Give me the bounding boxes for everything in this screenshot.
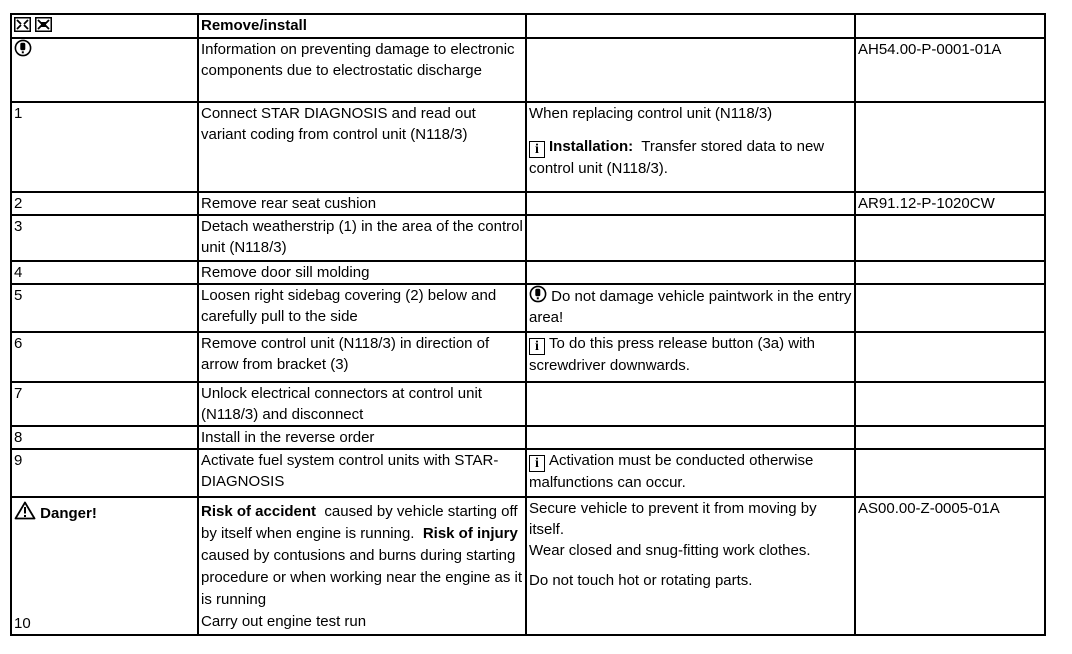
instruction-cell: Remove door sill molding [198,261,526,284]
table-row [11,426,1045,449]
step-number: 3 [11,215,198,261]
reference-cell: AH54.00-P-0001-01A [855,38,1045,102]
note-info [529,136,854,179]
table-row [11,332,1045,382]
instruction-cell: Detach weatherstrip (1) in the area of the control unit (N118/3) [198,215,526,261]
instruction-cell: Install in the reverse order [198,426,526,449]
note-text: Do not damage vehicle paintwork in the entry area! [529,288,852,326]
procedure-table [10,13,1046,636]
reference-cell: AR91.12-P-1020CW [855,192,1045,215]
note-cell [526,426,855,449]
table-row [11,38,1045,102]
danger-note-cell [526,497,855,635]
step-number: 9 [11,449,198,497]
remove-icon [14,17,31,32]
instruction-cell: Information on preventing damage to electronic components due to electrostatic discharge [198,38,526,102]
instruction-cell: Loosen right sidebag covering (2) below and carefully pull to the side [198,284,526,332]
table-row [11,192,1045,215]
reference-cell [855,215,1045,261]
note-cell [526,382,855,426]
danger-instruction-cell [198,497,526,635]
reference-cell [855,449,1045,497]
reference-cell [855,426,1045,449]
note-cell [526,102,855,192]
instruction-cell: Remove rear seat cushion [198,192,526,215]
info-icon: i [529,141,545,158]
instruction-cell: Connect STAR DIAGNOSIS and read out variant coding from control unit (N118/3) [198,102,526,192]
instruction-cell: Activate fuel system control units with STAR-DIAGNOSIS [198,449,526,497]
step-number: 4 [11,261,198,284]
header-empty [526,14,855,38]
reference-cell [855,332,1045,382]
risk-accident-title: Risk of accident [201,503,317,520]
note-text: Activation must be conducted otherwise malfunctions can occur. [529,452,814,491]
note-text: Wear closed and snug-fitting work clothes. [529,542,811,559]
note-label: Installation: [549,138,634,155]
header-icons [11,14,198,38]
note-cell [526,332,855,382]
note-text: When replacing control unit (N118/3) [529,105,773,122]
note-cell [526,261,855,284]
danger-text [201,501,525,611]
table-row [11,449,1045,497]
note-text: To do this press release button (3a) with screwdriver downwards. [529,335,815,374]
reference-cell: AS00.00-Z-0005-01A [855,497,1045,635]
reference-cell [855,261,1045,284]
note-body: Transfer stored data to new control unit (N118/3). [529,138,825,177]
note-text: Do not touch hot or rotating parts. [529,572,753,589]
info-icon: i [529,455,545,472]
table-row [11,261,1045,284]
step-number: 6 [11,332,198,382]
step-number: 10 [14,615,31,632]
instruction-cell: Carry out engine test run [201,613,367,630]
header-row [11,14,1045,38]
step-number: 7 [11,382,198,426]
info-icon: i [529,338,545,355]
header-empty [855,14,1045,38]
note-cell [526,449,855,497]
step-number: 1 [11,102,198,192]
note-cell [526,284,855,332]
instruction-cell: Unlock electrical connectors at control unit (N118/3) and disconnect [198,382,526,426]
note-cell [526,192,855,215]
step-number: 8 [11,426,198,449]
note-cell [526,215,855,261]
risk-injury-title: Risk of injury [422,525,518,542]
step-number: 5 [11,284,198,332]
risk-injury-text: caused by contusions and burns during starting procedure or when working near the engine as it is running [201,547,523,608]
header-title: Remove/install [198,14,526,38]
step-number: 2 [11,192,198,215]
table-row [11,215,1045,261]
reference-cell [855,102,1045,192]
danger-label-wrap [14,501,197,524]
note-cell [526,38,855,102]
install-icon [35,17,52,32]
table-row [11,284,1045,332]
table-row [11,102,1045,192]
caution-icon [14,39,32,57]
reference-cell [855,382,1045,426]
risk-accident-text: caused by vehicle starting off by itself when engine is running. [201,503,518,542]
danger-label: Danger! [40,505,97,522]
table-row [11,382,1045,426]
note-text: Secure vehicle to prevent it from moving by itself. [529,500,817,538]
step-cell [11,38,198,102]
reference-cell [855,284,1045,332]
instruction-cell: Remove control unit (N118/3) in direction of arrow from bracket (3) [198,332,526,382]
warning-triangle-icon [14,501,36,520]
danger-row [11,497,1045,635]
danger-cell [11,497,198,635]
caution-icon [529,285,547,303]
